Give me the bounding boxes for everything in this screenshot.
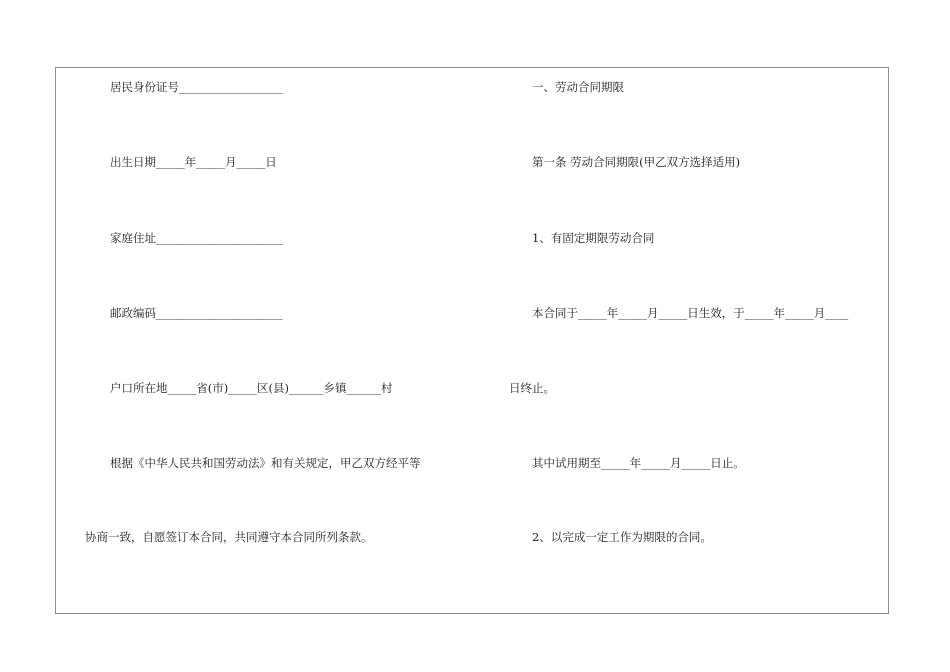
household-registration-line: 户口所在地_____省(市)_____区(县)______乡镇______村 — [110, 381, 393, 395]
preamble-line-2: 协商一致，自愿签订本合同，共同遵守本合同所列条款。 — [85, 530, 373, 544]
item-two: 2、以完成一定工作为期限的合同。 — [532, 530, 712, 544]
contract-term-line-1: 本合同于_____年_____月_____日生效，于_____年_____月____ — [532, 306, 849, 320]
birth-date-line: 出生日期_____年_____月_____日 — [110, 155, 277, 169]
home-address-line: 家庭住址______________________ — [110, 231, 283, 245]
preamble-line-1: 根据《中华人民共和国劳动法》和有关规定，甲乙双方经平等 — [110, 456, 421, 470]
article-one-heading: 第一条 劳动合同期限(甲乙双方选择适用) — [532, 155, 741, 169]
probation-line: 其中试用期至_____年_____月_____日止。 — [532, 456, 745, 470]
postal-code-line: 邮政编码______________________ — [110, 306, 283, 320]
id-number-line: 居民身份证号__________________ — [110, 80, 283, 94]
section-heading: 一、劳动合同期限 — [532, 80, 624, 94]
contract-term-line-2: 日终止。 — [509, 381, 555, 395]
item-one: 1、有固定期限劳动合同 — [532, 231, 655, 245]
